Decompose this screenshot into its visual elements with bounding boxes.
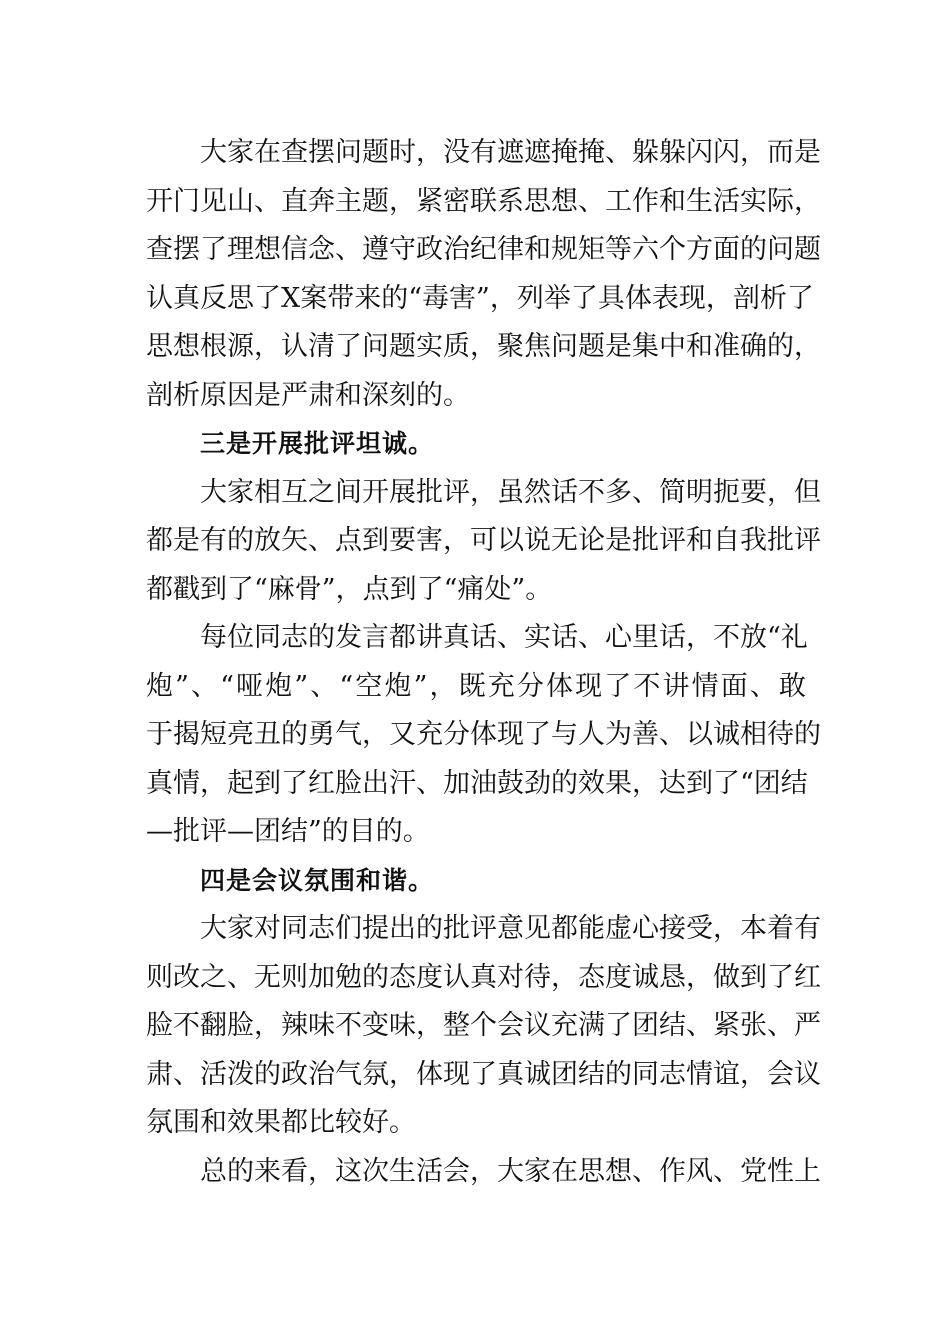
paragraph-accept-criticism xyxy=(146,905,821,1148)
text-line: 总的来看，这次生活会，大家在思想、作风、党性上 xyxy=(200,1155,821,1187)
text-line: 肃、活泼的政治气氛，体现了真诚团结的同志情谊，会议 xyxy=(146,1058,821,1090)
text-line: 脸不翻脸，辣味不变味，整个会议充满了团结、紧张、严 xyxy=(146,1010,821,1041)
paragraph-problem-review xyxy=(146,129,821,420)
section-heading-criticism: 三是开展批评坦诚。 xyxy=(200,429,435,458)
paragraph-summary xyxy=(146,1148,821,1197)
document-body xyxy=(146,129,821,1196)
text-line: 认真反思了X案带来的“毒害”，列举了具体表现，剖析了 xyxy=(146,282,814,314)
text-line: 氛围和效果都比较好。 xyxy=(146,1107,416,1138)
paragraph-mutual-criticism xyxy=(146,469,821,615)
text-line: 大家相互之间开展批评，虽然话不多、简明扼要，但 xyxy=(200,476,821,508)
text-line: 开门见山、直奔主题，紧密联系思想、工作和生活实际， xyxy=(146,185,821,217)
text-line: 炮”、“哑炮”、“空炮”，既充分体现了不讲情面、敢 xyxy=(146,670,806,702)
text-line: 思想根源，认清了问题实质，聚焦问题是集中和准确的， xyxy=(146,331,821,362)
text-line: 查摆了理想信念、遵守政治纪律和规矩等六个方面的问题 xyxy=(146,234,821,265)
text-line: 都是有的放矢、点到要害，可以说无论是批评和自我批评 xyxy=(146,525,821,556)
text-line: 则改之、无则加勉的态度认真对待，态度诚恳，做到了红 xyxy=(146,961,821,993)
text-line: 每位同志的发言都讲真话、实话、心里话，不放“礼 xyxy=(200,622,808,653)
text-line: 大家对同志们提出的批评意见都能虚心接受，本着有 xyxy=(200,913,821,944)
text-line: 都戳到了“麻骨”，点到了“痛处”。 xyxy=(146,573,553,605)
text-line: 剖析原因是严肃和深刻的。 xyxy=(146,379,470,411)
text-line: 真情，起到了红脸出汗、加油鼓劲的效果，达到了“团结 xyxy=(146,767,808,799)
text-line: —批评—团结”的目的。 xyxy=(146,816,430,847)
section-heading-atmosphere: 四是会议氛围和谐。 xyxy=(200,865,435,895)
paragraph-speeches xyxy=(146,614,821,857)
text-line: 大家在查摆问题时，没有遮遮掩掩、躲躲闪闪，而是 xyxy=(200,137,821,168)
text-line: 于揭短亮丑的勇气，又充分体现了与人为善、以诚相待的 xyxy=(146,719,821,750)
